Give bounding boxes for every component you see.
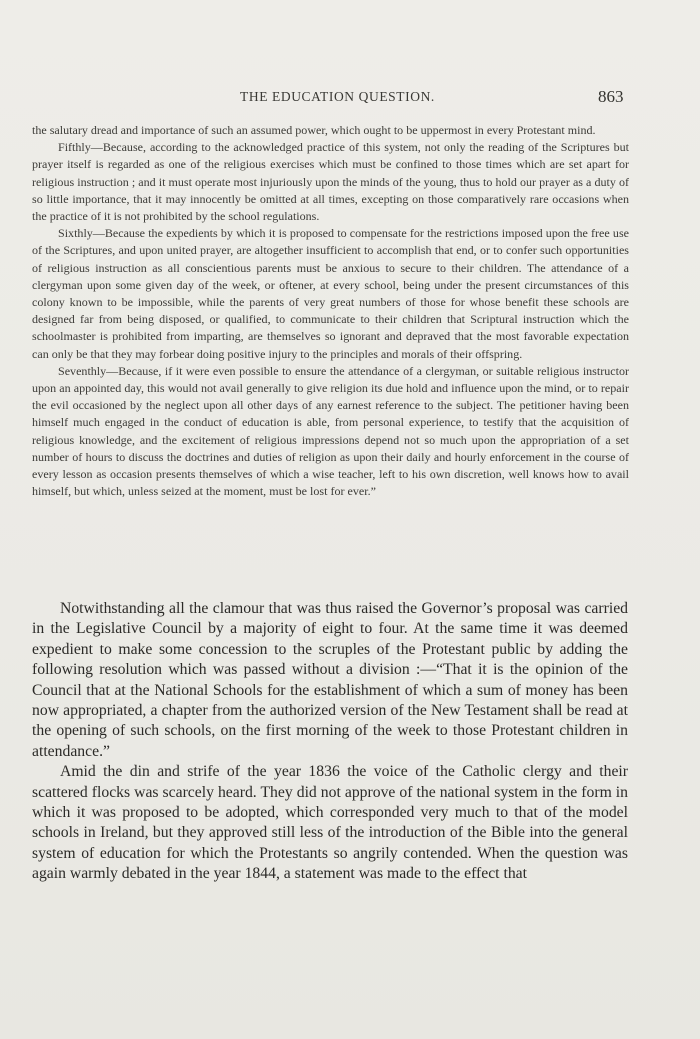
petition-quote-block <box>32 122 629 500</box>
quote-paragraph: Fifthly—Because, according to the acknowledged practice of this system, not only the reading of the Scriptures but prayer itself is regarded as one of the religious exercises which must be confined to those times which are set apart for religious instruction ; and it must operate most injuriously upon the minds of the young, thus to hold our prayer as a duty of so little importance, that it may innocently be omitted at all times, excepting on those comparatively rare occasions when the practice of it is not prohibited by the school regulations. <box>32 140 629 224</box>
body-paragraph: Amid the din and strife of the year 1836 the voice of the Catholic clergy and their scattered flocks was scarcely heard. They did not approve of the national system in the form in which it was proposed to be adopted, which corresponded very much to that of the model schools in Ireland, but they approved still less of the introduction of the Bible into the general system of education for which the Protestants so angrily contended. When the question was again warmly debated in the year 1844, a statement was made to the effect that <box>32 763 628 883</box>
quote-paragraph: Sixthly—Because the expedients by which it is proposed to compensate for the restrictions imposed upon the free use of the Scriptures, and upon united prayer, are altogether insufficient to accomplish that end, or to confer such opportunities of religious instruction as all conscientious parents must be anxious to secure to their children. The attendance of a clergyman upon some given day of the week, or oftener, at every school, being under the present circumstances of this colony known to be impossible, while the parents of very great numbers of those for whose benefit these schools are designed far from being disposed, or qualified, to communicate to their children that Scriptural instruction which the schoolmaster is prohibited from imparting, are themselves so ignorant and depraved that the most favorable expectation can only be that they may forbear doing positive injury to the principles and morals of their offspring. <box>32 226 629 361</box>
quote-paragraph: the salutary dread and importance of such an assumed power, which ought to be uppermost in every Protestant mind. <box>32 123 596 137</box>
quote-paragraph: Seventhly—Because, if it were even possible to ensure the attendance of a clergyman, or suitable religious instructor upon an appointed day, this would not avail generally to give religion its due hold and influence upon the mind, or to repair the evil occasioned by the neglect upon all other days of any earnest reference to the subject. The petitioner having been himself much engaged in the conduct of education is able, from personal experience, to testify that the acquisition of religious knowledge, and the excitement of religious impressions depend not so much upon the appropriation of a set number of hours to discuss the doctrines and duties of religion as upon their daily and hourly enforcement in the course of every lesson as occasion presents themselves of which a wise teacher, left to his own discretion, well knows how to avail himself, but which, unless seized at the moment, must be lost for ever.” <box>32 363 629 499</box>
body-paragraph: Notwithstanding all the clamour that was thus raised the Governor’s proposal was carried in the Legislative Council by a majority of eight to four. At the same time it was deemed expedient to make some concession to the scruples of the Protestant public by adding the following resolution which was passed without a division :—“That it is the opinion of the Council that at the National Schools for the establishment of which a sum of money has been now appropriated, a chapter from the authorized version of the New Testament shall be read at the opening of such schools, on the first morning of the week to those Protestant children in attendance.” <box>32 600 628 760</box>
running-title: THE EDUCATION QUESTION. <box>240 89 435 104</box>
page-number: 863 <box>598 87 624 106</box>
main-text <box>32 599 628 885</box>
running-head <box>0 89 700 109</box>
